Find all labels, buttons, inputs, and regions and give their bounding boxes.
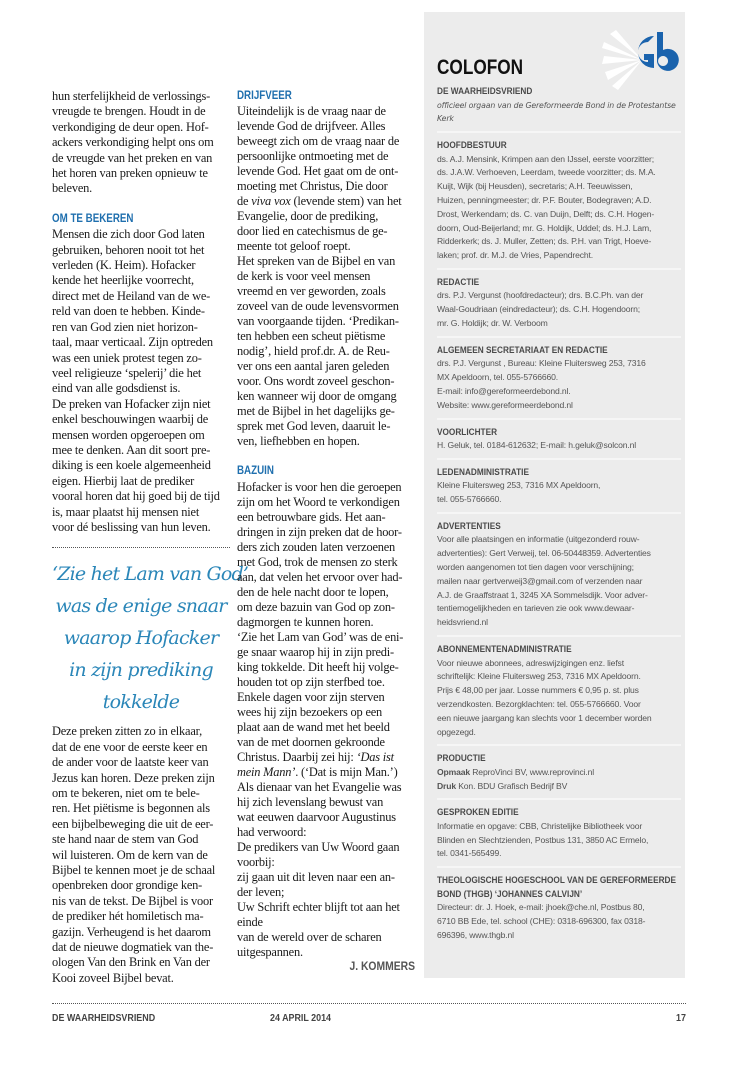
paragraph: Het spreken van de Bijbel en van de kerk is voor veel mensen vreemd en ver geworden, zoals zoveel van de oude levensvormen van voorgaande tijden. ‘Predikan- ten hebben een scheut piëtisme nodig’, hield prof.dr. A. de Reu- ver ons een aantal jaren geleden voor. Ons wordt zoveel geschon- ken wanneer wij door de omgang met de Bijbel in het dagelijks ge- sprek met God leven, daaruit le- ven, liefhebben en hopen. [237, 254, 399, 449]
colofon-box [424, 12, 685, 978]
colofon-section-text: officieel orgaan van de Gereformeerde Bond in de Protestantse Kerk [437, 100, 676, 124]
colofon-section-label: ALGEMEEN SECRETARIAAT EN REDACTIE [437, 344, 608, 356]
colofon-section [437, 806, 681, 868]
footer-page-number: 17 [676, 1012, 686, 1024]
colofon-section [437, 85, 681, 133]
colofon-section [437, 466, 681, 514]
colofon-section-label: VOORLICHTER [437, 426, 498, 438]
colofon-section-label: THEOLOGISCHE HOGESCHOOL VAN DE GEREFORMEERDE BOND (THGB) ‘JOHANNES CALVIJN’ [437, 875, 676, 900]
text: Hofacker is voor hen die geroepen zijn om het Woord te verkondigen een betrouwbare gids. Het aan- dringen in zijn preken dat de hoor- ders zich zouden laten verzoenen met God, trok de mensen zo sterk aan, dat velen het ervoor over had- den de hele nacht door te lopen, om deze bazuin van God op zon- dagmorgen te kunnen horen. ‘Zie het Lam van God’ was de eni- ge snaar waarop hij in zijn predi- king tokkelde. Dit heeft hij volge- houden tot op zijn sterfbed toe. Enkele dagen voor zijn sterven wees hij zijn bezoekers op een plaat aan de wand met het beeld van de met doornen gekroonde Christus. Daarbij zei hij: [237, 479, 404, 764]
colofon-production-line [437, 766, 681, 780]
paragraph: De preken van Hofacker zijn niet enkel beschouwingen waarbij de mensen worden opgeroepen om mee te denken. Aan dit soort pre- diking is een koele algemeenheid eigen. Hierbij laat de prediker vooral horen dat hij goed bij de tijd is, maar plaatst hij mensen niet voor dé beslissing van hun leven. [52, 396, 220, 534]
colofon-section [437, 344, 681, 420]
colofon-section [437, 276, 681, 338]
colofon-section-text: ds. A.J. Mensink, Krimpen aan den IJssel, eerste voorzitter; ds. J.A.W. Verhoeven, Leerdam, tweede voorzitter; ds. M.A. Kuijt, Wijk (bij Heusden), secretaris; A.H. Teeuwissen, Huizen, penningmeester; dr. P.F. Bouter, Bodegraven; A.D. Drost, Werkendam; ds. C. van Duijn, Delft; ds. C.H. Hogen- doorn, Oud-Beijerland; mr. G. Holdijk, Uddel; ds. H.J. Lam, Ridderkerk; ds. J. Muller, Zetten; ds. P.H. van Trigt, Hoeve- laken; prof. dr. M.J. de Vries, Papendrecht. [437, 153, 656, 261]
colofon-section-label: PRODUCTIE [437, 753, 486, 765]
colofon-section-text: Kleine Fluitersweg 253, 7316 MX Apeldoorn, tel. 055-5766660. [437, 480, 601, 505]
colofon-section [437, 139, 681, 270]
colofon-section [437, 520, 681, 637]
text: (levende stem) van het Evangelie, door de prediking, door lied en catechismus de ge- meente tot geloof roept. [237, 194, 402, 254]
text: . (‘Dat is mijn Man.’) Als dienaar van het Evangelie was hij zich levenslang bewust van wat eeuwen daarvoor Augustinus had verwoord: De predikers van Uw Woord gaan voorbij: zij gaan uit dit leven naar een an- der leven; Uw Schrift echter blijft tot aan het einde van de wereld over de scharen uitgespannen. [237, 764, 402, 959]
colofon-section-label: DE WAARHEIDSVRIEND [437, 86, 533, 97]
footer-divider [52, 1003, 686, 1004]
colofon-section-label: ABONNEMENTENADMINISTRATIE [437, 644, 572, 656]
colofon-section-label: REDACTIE [437, 276, 480, 288]
colofon-sections [437, 85, 681, 954]
italic-text: viva vox [251, 194, 291, 209]
italic-text: ‘Das ist mein Mann’ [237, 749, 394, 779]
colofon-section-text: Voor nieuwe abonnees, adreswijzigingen enz. liefst schriftelijk: Kleine Fluitersweg 253, 7316 MX Apeldoorn. Prijs € 48,00 per jaar. Losse nummers € 0,95 p. st. plus verzendkosten. Bezorgklachten: tel. 055-5766660. Voor een nieuwe jaargang kan slechts voor 1 december worden opgezegd. [437, 657, 652, 737]
colofon-section-label: HOOFDBESTUUR [437, 140, 507, 152]
production-role: Opmaak [437, 766, 471, 777]
pull-quote: ‘Zie het Lam van God’ was de enige snaar waarop Hofacker in zijn prediking tokkelde [52, 563, 249, 714]
colofon-section [437, 874, 681, 947]
colofon-section [437, 426, 681, 460]
paragraph: Mensen die zich door God laten gebruiken, behoren nooit tot het verleden (K. Heim). Hofacker kende het heerlijke voorrecht, direct met de Heiland van de we- reld van doen te hebben. Kinde- ren van God zien niet horizon- taal, maar verticaal. Zijn optreden was een uniek protest tegen zo- veel religieuze ‘spelerij’ die het eind van alle godsdienst is. [52, 227, 213, 396]
production-company: Kon. BDU Grafisch Bedrijf BV [455, 780, 568, 791]
section-heading-drijfveer: DRIJFVEER [237, 90, 292, 102]
colofon-section-text: Directeur: dr. J. Hoek, e-mail: jhoek@che.nl, Postbus 80, 6710 BB Ede, tel. school (CHE): 0318-696300, fax 0318- 696396, www.thgb.nl [437, 902, 646, 940]
section-heading-bazuin: BAZUIN [237, 465, 274, 478]
colofon-production-line [437, 780, 681, 794]
paragraph [237, 480, 415, 960]
colofon-section-text: H. Geluk, tel. 0184-612632; E-mail: h.geluk@solcon.nl [437, 440, 637, 451]
colofon-section-text: Informatie en opgave: CBB, Christelijke Bibliotheek voor Blinden en Slechtzienden, Postbus 131, 3850 AC Ermelo, tel. 0341-565499. [437, 820, 649, 859]
colofon-section-text: drs. P.J. Vergunst , Bureau: Kleine Fluitersweg 253, 7316 MX Apeldoorn, tel. 055-5766660. E-mail: info@gereformeerdebond.nl. Website: www.gereformeerdebond.nl [437, 358, 646, 410]
article-column-2 [237, 89, 415, 975]
colofon-section-label: ADVERTENTIES [437, 520, 501, 532]
section-heading-om-te-bekeren: OM TE BEKEREN [52, 212, 134, 225]
footer-date: 24 APRIL 2014 [270, 1012, 332, 1024]
author-signature: J. KOMMERS [349, 960, 415, 973]
colofon-section-text: Voor alle plaatsingen en informatie (uitgezonderd rouw- advertenties): Gert Verweij, tel. 06-50448359. Advertenties worden aangenomen tot tien dagen voor verschijning; mailen naar gertverweij3@gmail.com of verzenden naar A.J. de Graaffstraat 1, 3245 XA Sommelsdijk. Voor adver- tentiemogelijkheden en tarieven zie ook www.dewaar- heidsvriend.nl [437, 534, 651, 628]
paragraph: Deze preken zitten zo in elkaar, dat de ene voor de eerste keer en de ander voor de laatste keer van Jezus kan horen. Deze preken zijn om te bekeren, niet om te bele- ren. Het piëtisme is begonnen als een bijbelbeweging die uit de eer- ste hand naar de stem van God wil luisteren. Om de kern van de Bijbel te kennen moet je de schaal openbreken door grondige ken- nis van de tekst. De Bijbel is voor de prediker hét homiletisch ma- gazijn. Verheugend is het daarom dat de nieuwe dogmatiek van the- ologen Van den Brink en Van der Kooi zoveel Bijbel bevat. [52, 724, 216, 985]
colofon-section [437, 643, 681, 746]
colofon-section [437, 752, 681, 800]
gereformeerde-bond-logo [602, 22, 682, 92]
production-company: ReproVinci BV, www.reprovinci.nl [470, 766, 595, 777]
paragraph: hun sterfelijkheid de verlossings- vreugde te brengen. Houdt in de verkondiging de deur open. Hof- ackers verkondiging helpt ons om de vreugde van het preken en van het horen van preken opnieuw te beleven. [52, 89, 214, 196]
dotted-divider [52, 547, 230, 548]
production-role: Druk [437, 780, 456, 791]
article-column-1 [52, 89, 249, 986]
colofon-title: COLOFON [437, 56, 524, 79]
colofon-section-label: LEDENADMINISTRATIE [437, 466, 529, 478]
footer-publication: DE WAARHEIDSVRIEND [52, 1012, 156, 1024]
colofon-section-label: GESPROKEN EDITIE [437, 807, 519, 819]
text: Uiteindelijk is de vraag naar de levende God de drijfveer. Alles beweegt zich om de vraag naar de persoonlijke ontmoeting met de levende God. Het gaat om de ont- moeting met Christus, Die door de [237, 104, 400, 209]
paragraph [237, 104, 415, 254]
colofon-section-text: drs. P.J. Vergunst (hoofdredacteur); drs. B.C.Ph. van der Waal-Goudriaan (eindredacteur); ds. C.H. Hogendoorn; mr. G. Holdijk; dr. W. Verboom [437, 290, 644, 329]
